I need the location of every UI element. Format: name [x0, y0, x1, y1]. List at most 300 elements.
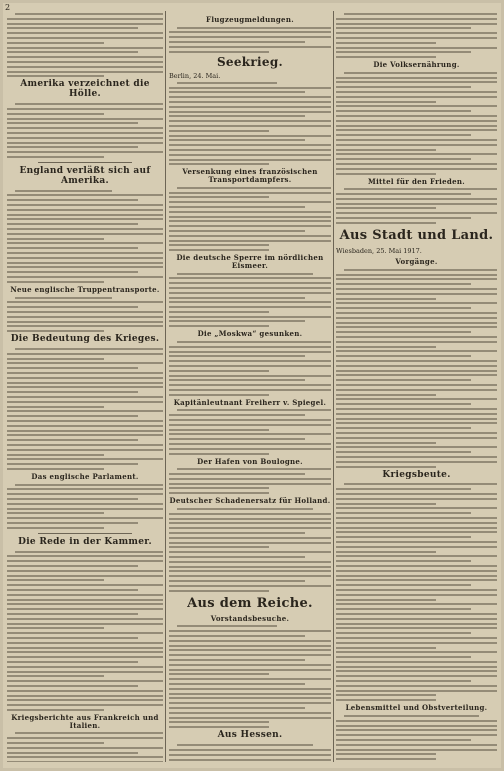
- text-line: [7, 570, 163, 572]
- text-line: [7, 439, 138, 441]
- text-line: [169, 360, 331, 362]
- text-line: [169, 297, 305, 299]
- text-line: [169, 522, 331, 524]
- text-line: [336, 565, 497, 567]
- text-line: [7, 623, 163, 625]
- text-line: [15, 13, 163, 15]
- text-line: [7, 142, 163, 144]
- text-line: [336, 594, 497, 596]
- text-line: [169, 487, 269, 489]
- text-line: [344, 483, 497, 485]
- text-line: [169, 575, 331, 577]
- text-line: [7, 311, 163, 313]
- text-line: [336, 32, 497, 34]
- text-line: [336, 413, 497, 415]
- text-line: [169, 41, 305, 43]
- text-line: [7, 463, 138, 465]
- article-text: [7, 297, 163, 333]
- text-line: [7, 382, 163, 384]
- text-line: [7, 358, 104, 360]
- text-line: [7, 584, 163, 586]
- text-line: [169, 320, 305, 322]
- text-line: [336, 105, 497, 107]
- article-heading: Amerika verzeichnet die Hölle.: [20, 79, 150, 100]
- text-line: [336, 110, 471, 112]
- text-line: [7, 372, 163, 374]
- text-line: [336, 144, 497, 146]
- text-line: [169, 585, 331, 587]
- text-line: [336, 374, 497, 376]
- text-line: [336, 163, 497, 165]
- article-heading: Deutscher Schadenersatz für Holland.: [169, 496, 331, 506]
- text-line: [336, 531, 497, 533]
- text-line: [7, 233, 163, 235]
- text-line: [7, 761, 163, 762]
- text-line: [169, 419, 331, 421]
- text-line: [336, 427, 471, 429]
- text-line: [169, 130, 269, 132]
- text-line: [336, 312, 497, 314]
- article-heading: Mittel für den Frieden.: [368, 176, 465, 186]
- text-line: [7, 737, 163, 739]
- text-line: [336, 222, 436, 224]
- text-line: [169, 414, 305, 416]
- article-heading: Aus Stadt und Land.: [339, 227, 494, 243]
- text-line: [177, 82, 277, 84]
- text-line: [7, 42, 104, 44]
- text-line: [169, 192, 331, 194]
- text-line: [7, 301, 163, 303]
- text-line: [336, 418, 497, 420]
- text-line: [344, 715, 479, 717]
- text-line: [169, 96, 331, 98]
- text-line: [336, 725, 497, 727]
- article-heading: Kriegsbeute.: [382, 469, 451, 480]
- text-line: [7, 666, 163, 668]
- text-line: [169, 712, 331, 714]
- text-line: [336, 101, 436, 103]
- text-line: [169, 693, 331, 695]
- text-line: [7, 565, 138, 567]
- text-line: [7, 454, 104, 456]
- text-line: [336, 336, 497, 338]
- article-text: [7, 484, 163, 529]
- text-line: [7, 32, 163, 34]
- article-heading: Die Bedeutung des Krieges.: [10, 334, 160, 345]
- text-line: [7, 589, 138, 591]
- text-line: [336, 753, 436, 755]
- text-line: [169, 443, 331, 445]
- text-line: [7, 685, 138, 687]
- article-text: [7, 190, 163, 283]
- text-line: [7, 522, 138, 524]
- article-text: [169, 409, 331, 454]
- text-line: [336, 488, 471, 490]
- text-line: [169, 697, 331, 699]
- text-line: [7, 27, 138, 29]
- text-line: [169, 244, 269, 246]
- text-line: [7, 690, 163, 692]
- text-line: [7, 508, 163, 510]
- text-line: [15, 551, 163, 553]
- text-line: [7, 599, 163, 601]
- article-heading: England verläßt sich auf Amerika.: [19, 165, 151, 186]
- text-line: [7, 108, 163, 110]
- text-line: [169, 394, 269, 396]
- text-line: [336, 403, 471, 405]
- text-line: [7, 594, 163, 596]
- text-line: [169, 87, 331, 89]
- text-line: [169, 556, 305, 558]
- text-line: [7, 199, 138, 201]
- text-line: [169, 645, 331, 647]
- article-heading: Das englische Parlament.: [31, 471, 139, 481]
- text-line: [336, 193, 471, 195]
- text-line: [7, 367, 138, 369]
- text-line: [7, 618, 163, 620]
- text-line: [336, 656, 471, 658]
- article-heading: Lebensmittel und Obstverteilung.: [345, 703, 488, 713]
- text-line: [169, 287, 331, 289]
- article-heading: Die deutsche Sperre im nördlichen Eismeer.: [176, 253, 324, 270]
- text-line: [336, 207, 436, 209]
- text-line: [7, 527, 104, 529]
- text-line: [7, 325, 163, 327]
- article-heading: Neue englische Truppentransporte.: [10, 284, 160, 294]
- text-line: [169, 301, 331, 303]
- column-3: [336, 13, 497, 762]
- text-line: [7, 747, 163, 749]
- article-heading: Kriegsberichte aus Frankreich und Italien.: [11, 712, 159, 730]
- text-line: [336, 212, 497, 214]
- text-line: [169, 478, 331, 480]
- text-line: [169, 580, 305, 582]
- text-line: [169, 424, 331, 426]
- text-line: [7, 647, 163, 649]
- text-line: [169, 659, 305, 661]
- text-line: [7, 498, 138, 500]
- article-text: [169, 273, 331, 328]
- text-line: [336, 642, 497, 644]
- article-text: [7, 732, 163, 762]
- text-line: [7, 306, 138, 308]
- text-line: [7, 632, 163, 634]
- text-line: [7, 560, 163, 562]
- text-line: [177, 187, 331, 189]
- text-line: [169, 355, 305, 357]
- text-line: [7, 37, 163, 39]
- text-line: [7, 146, 138, 148]
- text-line: [169, 144, 331, 146]
- text-line: [169, 754, 331, 756]
- text-line: [7, 488, 163, 490]
- text-line: [336, 56, 436, 58]
- text-line: [336, 446, 497, 448]
- section-divider: [38, 533, 132, 534]
- text-line: [7, 430, 163, 432]
- text-line: [169, 384, 331, 386]
- text-line: [336, 408, 497, 410]
- text-line: [7, 122, 138, 124]
- text-line: [7, 51, 138, 53]
- text-line: [7, 66, 163, 68]
- text-line: [336, 153, 497, 155]
- article-text: [336, 72, 497, 175]
- text-line: [169, 664, 331, 666]
- text-line: [7, 266, 163, 268]
- article-heading: Vorgänge.: [395, 257, 438, 267]
- text-line: [177, 744, 313, 746]
- text-line: [7, 420, 163, 422]
- text-line: [169, 249, 269, 251]
- article-heading: Die „Moskwa“ gesunken.: [197, 329, 303, 339]
- article-text: [169, 468, 331, 494]
- text-line: [336, 749, 497, 751]
- text-line: [336, 517, 497, 519]
- text-line: [336, 608, 471, 610]
- text-line: [169, 678, 331, 680]
- text-line: [169, 542, 331, 544]
- text-line: [336, 680, 471, 682]
- text-line: [169, 429, 269, 431]
- text-line: [7, 401, 163, 403]
- text-line: [7, 156, 104, 158]
- text-line: [336, 555, 497, 557]
- text-line: [336, 699, 436, 701]
- article-text: [7, 13, 163, 77]
- text-line: [169, 513, 331, 515]
- text-line: [7, 742, 104, 744]
- text-line: [7, 276, 163, 278]
- text-line: [7, 56, 163, 58]
- text-line: [169, 31, 331, 33]
- article-text: [7, 103, 163, 158]
- text-line: [7, 517, 163, 519]
- text-line: [336, 198, 497, 200]
- text-line: [336, 685, 497, 687]
- article-heading: Flugzeugmeldungen.: [206, 15, 294, 24]
- text-line: [336, 283, 471, 285]
- text-line: [7, 71, 163, 73]
- text-line: [336, 570, 497, 572]
- text-line: [336, 158, 471, 160]
- text-line: [336, 42, 436, 44]
- text-line: [336, 720, 497, 722]
- column-rule: [165, 11, 166, 762]
- text-line: [169, 149, 331, 151]
- article-text: [336, 715, 497, 760]
- article-heading: Die Rede in der Kammer.: [18, 536, 152, 547]
- text-line: [15, 103, 163, 105]
- article-heading: Versenkung eines französischen Transportdampfers.: [182, 167, 318, 185]
- text-line: [7, 242, 163, 244]
- text-line: [336, 139, 497, 141]
- text-line: [169, 640, 331, 642]
- text-line: [336, 739, 471, 741]
- text-line: [7, 137, 163, 139]
- text-line: [7, 391, 138, 393]
- text-line: [7, 271, 138, 273]
- text-line: [7, 680, 163, 682]
- text-line: [169, 673, 269, 675]
- text-line: [169, 225, 331, 227]
- text-line: [7, 262, 163, 264]
- text-line: [7, 223, 138, 225]
- text-line: [169, 101, 331, 103]
- text-line: [336, 637, 497, 639]
- text-line: [7, 627, 104, 629]
- text-line: [7, 444, 163, 446]
- text-line: [169, 216, 331, 218]
- text-line: [336, 173, 436, 175]
- text-line: [336, 18, 497, 20]
- text-line: [336, 217, 471, 219]
- text-line: [336, 203, 497, 205]
- text-line: [177, 625, 277, 627]
- text-line: [7, 608, 163, 610]
- text-line: [344, 13, 497, 15]
- text-line: [336, 613, 497, 615]
- text-line: [336, 734, 497, 736]
- page-number: 2: [5, 3, 11, 12]
- article-heading: Kapitänleutnant Freiherr v. Spiegel.: [173, 397, 327, 407]
- text-line: [336, 546, 497, 548]
- text-line: [169, 570, 331, 572]
- text-line: [7, 458, 163, 460]
- column-rule: [333, 11, 334, 762]
- text-line: [336, 384, 497, 386]
- text-line: [169, 240, 331, 242]
- text-line: [7, 415, 138, 417]
- text-line: [336, 23, 497, 25]
- text-line: [336, 168, 497, 170]
- text-line: [169, 749, 331, 751]
- text-line: [336, 758, 436, 760]
- text-line: [336, 541, 497, 543]
- text-line: [169, 492, 269, 494]
- text-line: [7, 695, 163, 697]
- text-line: [169, 111, 331, 113]
- text-line: [344, 72, 497, 74]
- text-line: [7, 252, 163, 254]
- text-line: [169, 316, 331, 318]
- text-line: [7, 671, 163, 673]
- text-line: [336, 394, 436, 396]
- text-line: [336, 560, 471, 562]
- text-line: [336, 618, 497, 620]
- text-line: [169, 669, 331, 671]
- text-line: [336, 77, 497, 79]
- text-line: [169, 561, 331, 563]
- text-line: [336, 584, 471, 586]
- text-line: [177, 341, 331, 343]
- text-line: [7, 503, 163, 505]
- text-line: [336, 498, 497, 500]
- text-line: [7, 23, 163, 25]
- article-heading: Die Volksernährung.: [373, 60, 460, 70]
- text-line: [177, 27, 331, 29]
- text-line: [169, 220, 331, 222]
- text-line: [7, 651, 163, 653]
- text-line: [7, 661, 138, 663]
- text-line: [336, 317, 497, 319]
- text-line: [177, 468, 331, 470]
- text-line: [7, 425, 163, 427]
- text-line: [336, 47, 497, 49]
- text-line: [169, 292, 331, 294]
- text-line: [7, 209, 163, 211]
- text-line: [7, 699, 163, 701]
- text-line: [169, 453, 269, 455]
- text-line: [336, 451, 471, 453]
- text-line: [7, 637, 138, 639]
- text-line: [336, 603, 497, 605]
- text-line: [7, 238, 104, 240]
- text-line: [169, 370, 269, 372]
- article-heading: Vorstandsbesuche.: [210, 613, 290, 623]
- text-line: [7, 61, 163, 63]
- text-line: [7, 575, 163, 577]
- text-line: [336, 149, 436, 151]
- text-line: [336, 690, 497, 692]
- text-line: [7, 434, 163, 436]
- text-line: [336, 623, 497, 625]
- article-text: [336, 483, 497, 701]
- article-text: [169, 341, 331, 396]
- text-line: [169, 518, 331, 520]
- text-line: [336, 120, 497, 122]
- text-line: [336, 322, 497, 324]
- text-line: [169, 91, 305, 93]
- text-line: [169, 346, 331, 348]
- text-line: [336, 422, 497, 424]
- text-line: [169, 473, 305, 475]
- text-line: [169, 196, 269, 198]
- article-text: [169, 82, 331, 166]
- text-line: [336, 647, 436, 649]
- text-line: [336, 729, 497, 731]
- text-line: [336, 86, 471, 88]
- text-line: [169, 483, 331, 485]
- text-line: [169, 688, 331, 690]
- text-line: [169, 282, 331, 284]
- text-line: [7, 406, 104, 408]
- text-line: [336, 370, 497, 372]
- text-line: [169, 546, 269, 548]
- article-text: [169, 187, 331, 251]
- text-line: [169, 230, 305, 232]
- text-line: [7, 247, 138, 249]
- text-line: [7, 75, 104, 77]
- text-line: [7, 362, 163, 364]
- text-line: [169, 630, 331, 632]
- text-line: [336, 675, 497, 677]
- text-line: [7, 257, 163, 259]
- article-text: [169, 27, 331, 53]
- text-line: [7, 321, 163, 323]
- text-line: [169, 389, 331, 391]
- text-line: [169, 702, 331, 704]
- text-line: [169, 46, 331, 48]
- text-line: [169, 448, 331, 450]
- article-text: [336, 188, 497, 224]
- text-line: [336, 346, 436, 348]
- text-line: [336, 27, 471, 29]
- text-line: [169, 306, 331, 308]
- text-line: [336, 466, 436, 468]
- text-line: [169, 590, 269, 592]
- text-line: [7, 410, 163, 412]
